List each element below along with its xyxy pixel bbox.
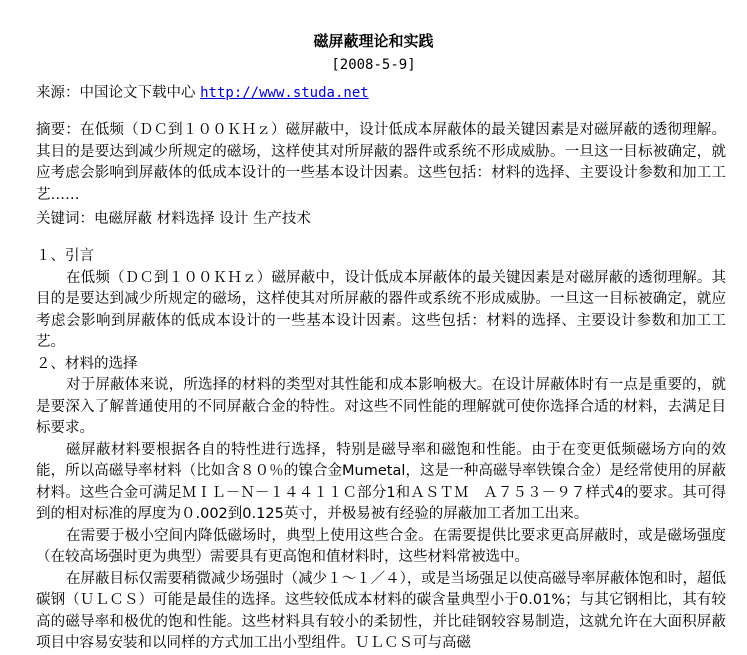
paragraph: 在低频（ＤＣ到１００ＫＨｚ）磁屏蔽中，设计低成本屏蔽体的最关键因素是对磁屏蔽的透彻理解。其目的是要达到减少所规定的磁场，这样使其对所屏蔽的器件或系统不形成威胁。一旦这一目标被确定，就应考虑会影响到屏蔽体的低成本设计的一些基本设计因素。这些包括：材料的选择、主要设计参数和加工工艺。 [36, 269, 726, 350]
section-heading: ２、材料的选择 [36, 355, 138, 372]
paragraph: 磁屏蔽材料要根据各自的特性进行选择，特别是磁导率和磁饱和性能。由于在变更低频磁场方向的效能，所以高磁导率材料（比如含８０％的镍合金Mumetal，这是一种高磁导率铁镍合金）是经常使用的屏蔽材料。这些合金可满足ＭＩＬ－Ｎ－１４４１１Ｃ部分1和ＡＳＴＭ Ａ７５３－９７样式4的要求。其可得到的相对标准的厚度为０.002到0.125英寸，并极易被有经验的屏蔽加工者加工出来。 [36, 441, 726, 522]
paragraph: 在屏蔽目标仅需要稍微减少场强时（减少１～１／４），或是当场强足以使高磁导率屏蔽体饱和时，超低碳钢（ＵＬＣＳ）可能是最佳的选择。这些较低成本材料的碳含量典型小于0.01%；与其它钢相比，其有较高的磁导率和极优的饱和性能。这些材料具有较小的柔韧性，并比硅钢较容易制造，这就允许在大面积屏蔽项目中容易安装和以同样的方式加工出小型组件。ＵＬＣＳ可与高磁 [36, 570, 726, 651]
section-heading: １、引言 [36, 248, 94, 264]
abstract [36, 120, 726, 206]
source-label: 来源：中国论文下载中心 [36, 85, 196, 101]
source-link[interactable]: http://www.studa.net [200, 85, 369, 101]
paragraph: 对于屏蔽体来说，所选择的材料的类型对其性能和成本影响极大。在设计屏蔽体时有一点是重要的，就是要深入了解普通使用的不同屏蔽合金的特性。对这些不同性能的理解就可使你选择合适的材料，去满足目标要求。 [36, 377, 726, 436]
body [36, 246, 726, 655]
document-title: 磁屏蔽理论和实践 [313, 32, 434, 50]
paragraph: 在需要于极小空间内降低磁场时，典型上使用这些合金。在需要提供比要求更高屏蔽时，或是磁场强度（在较高场强时更为典型）需要具有更高饱和值材料时，这些材料常被选中。 [36, 527, 726, 565]
source-line [36, 83, 369, 104]
abstract-text: 摘要：在低频（ＤＣ到１００ＫＨｚ）磁屏蔽中，设计低成本屏蔽体的最关键因素是对磁屏蔽的透彻理解。其目的是要达到减少所规定的磁场，这样使其对所屏蔽的器件或系统不形成威胁。一旦这一目标被确定，就应考虑会影响到屏蔽体的低成本设计的一些基本设计因素。这些包括：材料的选择、主要设计参数和加工工艺…… [36, 122, 726, 203]
document-date: [2008-5-9] [331, 57, 416, 73]
keywords: 关键词：电磁屏蔽 材料选择 设计 生产技术 [36, 211, 311, 227]
